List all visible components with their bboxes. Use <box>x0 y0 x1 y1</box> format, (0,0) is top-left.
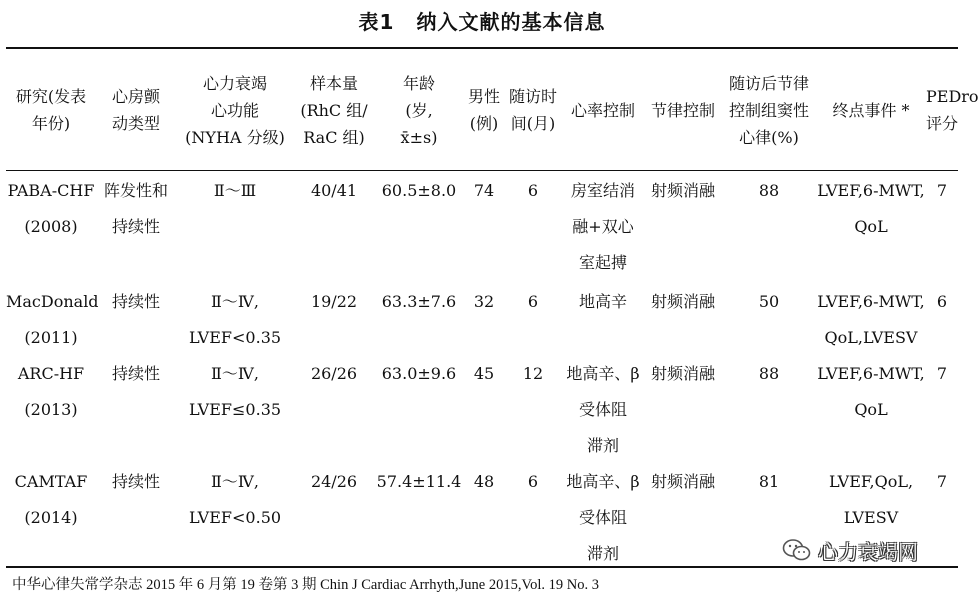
cell-study: MacDonald (2011) <box>6 292 99 347</box>
cell-endpoints: LVEF,6-MWT, QoL <box>817 364 925 419</box>
cell-endpoints: LVEF,6-MWT, QoL <box>817 181 925 236</box>
col-header-sinus-rate: 随访后节律 控制组窦性 心律(%) <box>728 73 809 147</box>
table-caption: 纳入文献的基本信息 <box>416 10 606 34</box>
journal-footer: 中华心律失常学杂志 2015 年 6 月第 19 卷第 3 期 Chin J Cardiac Arrhyth,June 2015,Vol. 19 No. 3 <box>12 577 599 593</box>
cell-study: ARC-HF (2013) <box>17 364 85 419</box>
col-header-pedro: PEDro 评分 <box>926 87 979 133</box>
cell-age: 63.3±7.6 <box>381 292 457 311</box>
cell-sinus-rate: 88 <box>758 181 780 200</box>
cell-study: CAMTAF (2014) <box>14 472 88 527</box>
cell-endpoints: LVEF,QoL, LVESV <box>828 472 914 527</box>
cell-male: 45 <box>473 364 495 383</box>
cell-sample: 40/41 <box>310 181 358 200</box>
cell-followup: 6 <box>527 292 539 311</box>
cell-rhythm-control: 射频消融 <box>650 292 715 311</box>
cell-pedro: 6 <box>936 292 948 311</box>
table-number: 表1 <box>358 10 395 34</box>
col-header-age: 年龄 (岁, x̄±s) <box>400 73 438 147</box>
cell-rhythm-control: 射频消融 <box>650 181 715 200</box>
top-rule <box>6 47 958 49</box>
cell-hf-function: Ⅱ～Ⅲ <box>213 181 257 200</box>
cell-af-type: 持续性 <box>111 472 160 491</box>
cell-rate-control: 地高辛、β 受体阻 滞剂 <box>566 472 640 563</box>
col-header-rhythm-control: 节律控制 <box>650 100 715 120</box>
cell-sample: 19/22 <box>310 292 358 311</box>
col-header-male: 男性 (例) <box>467 87 500 133</box>
cell-pedro: 7 <box>936 181 948 200</box>
cell-followup: 6 <box>527 472 539 491</box>
cell-endpoints: LVEF,6-MWT, QoL,LVESV <box>817 292 925 347</box>
cell-age: 57.4±11.4 <box>376 472 462 491</box>
cell-sample: 26/26 <box>310 364 358 383</box>
col-header-hf-function: 心力衰竭 心功能 (NYHA 分级) <box>185 73 285 147</box>
cell-hf-function: Ⅱ～Ⅳ, LVEF<0.35 <box>188 292 282 347</box>
col-header-af-type: 心房颤 动类型 <box>111 87 160 133</box>
wechat-icon <box>782 538 812 562</box>
col-header-endpoints: 终点事件 * <box>832 100 910 120</box>
cell-sinus-rate: 50 <box>758 292 780 311</box>
table-row <box>6 170 958 281</box>
table-row <box>6 281 958 356</box>
cell-hf-function: Ⅱ～Ⅳ, LVEF<0.50 <box>188 472 282 527</box>
header-row <box>6 50 958 170</box>
cell-pedro: 7 <box>936 364 948 383</box>
literature-table <box>6 50 979 576</box>
col-header-sample: 样本量 (RhC 组/ RaC 组) <box>300 73 368 147</box>
cell-sinus-rate: 88 <box>758 364 780 383</box>
cell-sinus-rate: 81 <box>758 472 780 491</box>
cell-af-type: 持续性 <box>111 292 160 311</box>
watermark <box>782 537 918 563</box>
cell-followup: 6 <box>527 181 539 200</box>
cell-male: 32 <box>473 292 495 311</box>
cell-age: 60.5±8.0 <box>381 181 457 200</box>
cell-rate-control: 地高辛、β 受体阻 滞剂 <box>566 364 640 455</box>
cell-af-type: 阵发性和 持续性 <box>103 181 168 236</box>
cell-pedro: 7 <box>936 472 948 491</box>
cell-rate-control: 房室结消 融+双心 室起搏 <box>570 181 635 272</box>
cell-study: PABA-CHF (2008) <box>7 181 95 236</box>
cell-af-type: 持续性 <box>111 364 160 383</box>
table-title <box>0 6 964 35</box>
cell-age: 63.0±9.6 <box>381 364 457 383</box>
cell-sample: 24/26 <box>310 472 358 491</box>
table-row <box>6 356 958 464</box>
cell-rate-control: 地高辛 <box>578 292 627 311</box>
col-header-study: 研究(发表 年份) <box>15 87 87 133</box>
cell-male: 74 <box>473 181 495 200</box>
col-header-rate-control: 心率控制 <box>570 100 635 120</box>
cell-followup: 12 <box>522 364 544 383</box>
cell-rhythm-control: 射频消融 <box>650 364 715 383</box>
cell-male: 48 <box>473 472 495 491</box>
cell-rhythm-control: 射频消融 <box>650 472 715 491</box>
cell-hf-function: Ⅱ～Ⅳ, LVEF≤0.35 <box>188 364 282 419</box>
col-header-followup: 随访时 间(月) <box>508 87 557 133</box>
watermark-text: 心力衰竭网 <box>818 539 918 564</box>
